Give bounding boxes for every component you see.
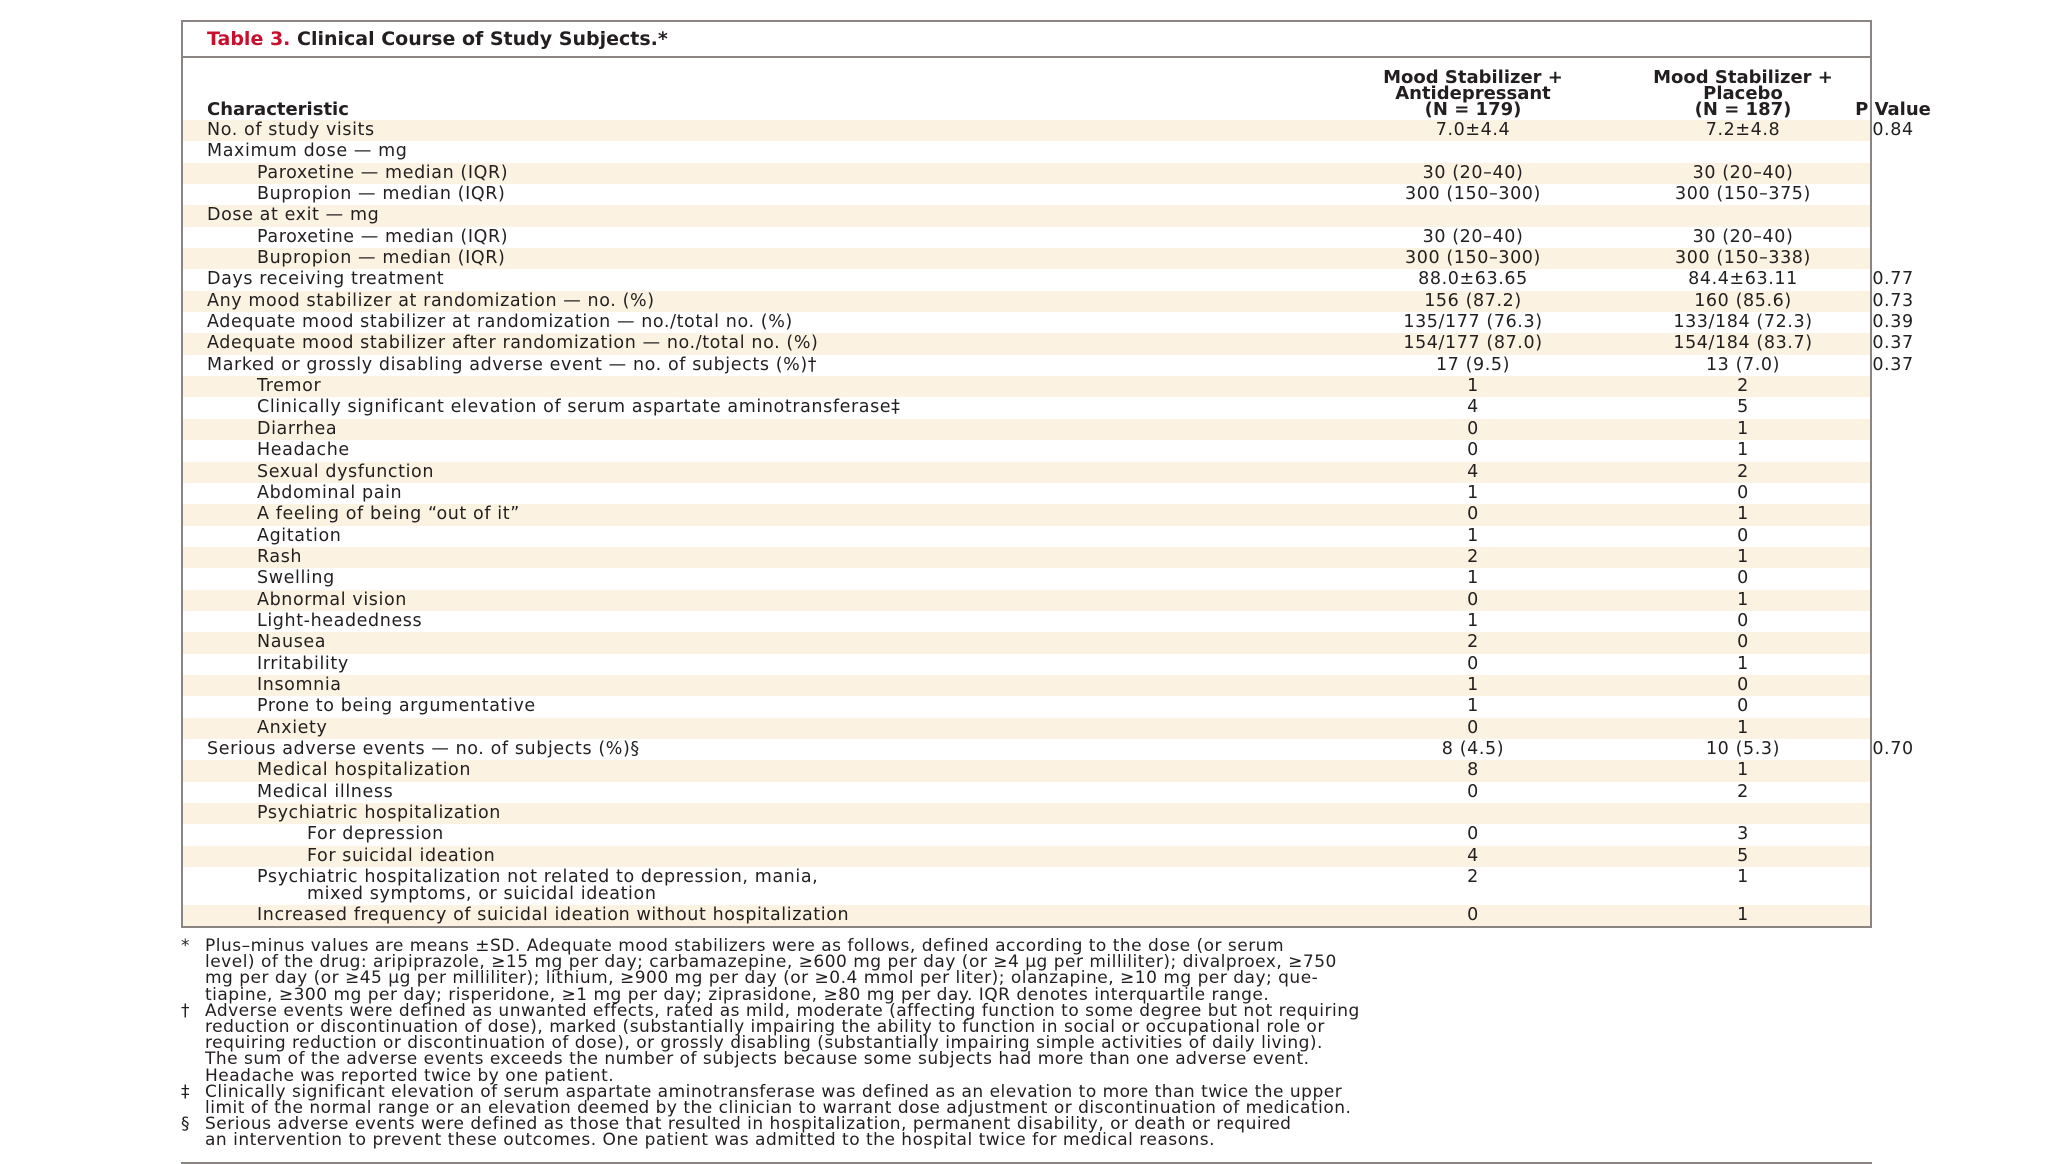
- row-label-text: Dose at exit — mg: [207, 205, 380, 226]
- row-label: [207, 205, 379, 226]
- header-group1-line3: (N = 179): [1424, 99, 1522, 120]
- cell-antidepressant: 1: [1467, 525, 1479, 546]
- table-row: [183, 163, 1870, 184]
- footnote-line: mg per day (or ≥45 μg per milliliter); lithium, ≥900 mg per day (or ≥0.4 mmol per liter); olanzapine, ≥10 mg per day; que-: [205, 968, 1319, 989]
- footnote-line: an intervention to prevent these outcomes. One patient was admitted to the hospital twice for medical reasons.: [205, 1130, 1216, 1151]
- table-row: [183, 824, 1870, 845]
- cell-antidepressant: 0: [1467, 781, 1479, 802]
- table-row: [183, 184, 1870, 205]
- table-row: [183, 867, 1870, 905]
- table-row: [183, 738, 1914, 760]
- table-row: [183, 483, 1870, 504]
- row-label-text-continued: mixed symptoms, or suicidal ideation: [307, 883, 657, 904]
- row-label: [207, 905, 849, 926]
- row-label: [207, 462, 434, 483]
- table-row: [183, 590, 1870, 611]
- cell-placebo: 10 (5.3): [1705, 738, 1781, 759]
- row-label: [207, 141, 407, 162]
- table-row: [183, 227, 1870, 248]
- footnote-line: Adverse events were defined as unwanted effects, rated as mild, moderate (affecting function to some degree but not requiring: [205, 1000, 1360, 1021]
- cell-placebo: 1: [1737, 760, 1749, 781]
- row-label-text: Any mood stabilizer at randomization — no. (%): [207, 290, 655, 311]
- cell-placebo: 1: [1737, 504, 1749, 525]
- row-label-text: Anxiety: [257, 717, 328, 738]
- row-label: [207, 718, 327, 739]
- row-label-text: Insomnia: [257, 674, 342, 695]
- table-body: [183, 120, 1914, 926]
- row-label-text: Adequate mood stabilizer after randomization — no./total no. (%): [207, 333, 819, 354]
- header-group2-line2: Placebo: [1703, 83, 1783, 104]
- cell-placebo: 1: [1737, 418, 1749, 439]
- row-label: [207, 568, 335, 589]
- row-label: [207, 611, 422, 632]
- row-label: [207, 803, 501, 824]
- table-row: [183, 782, 1870, 803]
- row-label: [207, 846, 495, 867]
- cell-placebo: 1: [1737, 653, 1749, 674]
- row-label-text: Psychiatric hospitalization: [257, 803, 501, 823]
- footnote: [181, 1081, 1876, 1119]
- table-header: [183, 58, 1931, 120]
- cell-placebo: 154/184 (83.7): [1673, 333, 1813, 354]
- cell-antidepressant: 30 (20–40): [1422, 226, 1524, 247]
- row-label-text: Swelling: [257, 568, 335, 589]
- table-row: [183, 462, 1870, 483]
- cell-placebo: 1: [1737, 867, 1749, 888]
- cell-placebo: 5: [1737, 397, 1749, 418]
- footnote: [181, 1000, 1876, 1086]
- cell-antidepressant: 2: [1467, 546, 1479, 567]
- row-label: [207, 504, 520, 525]
- row-label: [207, 760, 471, 781]
- cell-antidepressant: 0: [1467, 717, 1479, 738]
- header-group2-line1: Mood Stabilizer +: [1653, 67, 1833, 88]
- table-row: [183, 654, 1870, 675]
- row-label-text: Paroxetine — median (IQR): [257, 162, 509, 183]
- footnote-line: tiapine, ≥300 mg per day; risperidone, ≥1 mg per day; ziprasidone, ≥80 mg per day. IQR denotes interquartile range.: [205, 984, 1270, 1005]
- row-label: [207, 227, 508, 248]
- cell-placebo: 30 (20–40): [1692, 226, 1794, 247]
- cell-antidepressant: 300 (150–300): [1405, 184, 1541, 205]
- footnote-marker: †: [181, 1000, 190, 1021]
- cell-antidepressant: 30 (20–40): [1422, 162, 1524, 183]
- cell-placebo: 300 (150–375): [1675, 184, 1811, 205]
- row-label: [207, 120, 375, 141]
- row-label-text: For depression: [307, 824, 444, 845]
- row-label: [207, 184, 505, 205]
- footnote: [181, 1114, 1876, 1151]
- clinical-course-table: [181, 20, 1931, 928]
- row-label: [207, 675, 342, 696]
- footnote-marker: *: [181, 936, 190, 956]
- row-label-text: Psychiatric hospitalization not related to depression, mania,: [257, 867, 819, 888]
- row-label: [207, 654, 349, 675]
- row-label-text: Medical hospitalization: [257, 760, 472, 781]
- table-row: [183, 312, 1914, 333]
- row-label-text: Irritability: [257, 653, 349, 674]
- cell-antidepressant: 17 (9.5): [1435, 354, 1511, 375]
- row-label: [207, 526, 341, 547]
- row-label: [207, 419, 337, 440]
- cell-placebo: 160 (85.6): [1694, 290, 1792, 311]
- cell-antidepressant: 1: [1467, 674, 1479, 695]
- cell-antidepressant: 4: [1467, 845, 1479, 866]
- table-row: [183, 120, 1914, 141]
- cell-placebo: 0: [1737, 610, 1749, 631]
- cell-antidepressant: 1: [1467, 482, 1479, 503]
- table-row: [183, 504, 1870, 525]
- row-label-text: Light-headedness: [257, 610, 423, 631]
- table-row: [183, 141, 1870, 162]
- cell-p-value: 0.77: [1872, 269, 1914, 290]
- cell-antidepressant: 4: [1467, 397, 1479, 418]
- table-row: [183, 248, 1870, 269]
- row-label: [207, 333, 818, 354]
- footnote: [181, 938, 1876, 1003]
- cell-placebo: 2: [1737, 376, 1749, 397]
- table-row: [183, 675, 1870, 696]
- cell-antidepressant: 0: [1467, 504, 1479, 525]
- table-row: [183, 526, 1870, 547]
- cell-placebo: 1: [1737, 589, 1749, 610]
- table-row: [183, 718, 1870, 739]
- row-label: [207, 590, 407, 611]
- row-label-text: Adequate mood stabilizer at randomization — no./total no. (%): [207, 312, 793, 333]
- cell-antidepressant: 8 (4.5): [1441, 738, 1505, 759]
- header-group-antidepressant: [1333, 67, 1613, 120]
- row-label: [207, 547, 302, 568]
- row-label-text: For suicidal ideation: [307, 845, 496, 866]
- row-label-text: Maximum dose — mg: [207, 141, 408, 162]
- footnote-line: Plus–minus values are means ±SD. Adequate mood stabilizers were as follows, defined according to the dose (or serum: [205, 936, 1285, 956]
- table-row: [183, 632, 1870, 653]
- row-label: [207, 739, 640, 760]
- cell-antidepressant: 8: [1467, 760, 1479, 781]
- table-row: [183, 803, 1870, 824]
- row-label-text: Abnormal vision: [257, 589, 407, 610]
- cell-antidepressant: 0: [1467, 653, 1479, 674]
- cell-antidepressant: 0: [1467, 905, 1479, 926]
- cell-placebo: 1: [1737, 905, 1749, 926]
- row-label-text: Marked or grossly disabling adverse event — no. of subjects (%)†: [207, 354, 818, 375]
- cell-antidepressant: 2: [1467, 632, 1479, 653]
- cell-placebo: 0: [1737, 674, 1749, 695]
- cell-antidepressant: 0: [1467, 824, 1479, 845]
- cell-placebo: 2: [1737, 461, 1749, 482]
- row-label: [207, 269, 444, 290]
- cell-antidepressant: 7.0±4.4: [1435, 120, 1511, 140]
- cell-p-value: 0.39: [1872, 312, 1914, 333]
- table-row: [183, 905, 1870, 926]
- table-title: Clinical Course of Study Subjects.*: [297, 28, 668, 50]
- footnote-line: reduction or discontinuation of dose), marked (substantially impairing the ability to function in social or occupational role or: [205, 1017, 1325, 1038]
- table-row: [183, 376, 1870, 397]
- cell-antidepressant: 1: [1467, 376, 1479, 397]
- cell-placebo: 13 (7.0): [1705, 354, 1781, 375]
- table-row: [183, 568, 1870, 589]
- row-label: [207, 869, 818, 902]
- table-row: [183, 354, 1914, 376]
- cell-placebo: 0: [1737, 632, 1749, 653]
- row-label-text: Paroxetine — median (IQR): [257, 226, 509, 247]
- cell-p-value: 0.73: [1872, 290, 1914, 311]
- table-row: [183, 696, 1870, 717]
- cell-antidepressant: 135/177 (76.3): [1403, 312, 1543, 333]
- row-label: [207, 483, 402, 504]
- cell-placebo: 300 (150–338): [1675, 248, 1811, 269]
- table-row: [183, 205, 1870, 226]
- row-label-text: No. of study visits: [207, 120, 375, 140]
- table-row: [183, 419, 1870, 440]
- footnote-line: Headache was reported twice by one patient.: [205, 1065, 615, 1086]
- footnote-line: Clinically significant elevation of serum aspartate aminotransferase was defined as an elevation to more than twice the upper: [205, 1081, 1343, 1102]
- header-group2-line3: (N = 187): [1694, 99, 1792, 120]
- row-label: [207, 312, 793, 333]
- cell-antidepressant: 88.0±63.65: [1418, 269, 1528, 290]
- cell-placebo: 84.4±63.11: [1688, 269, 1798, 290]
- cell-placebo: 0: [1737, 696, 1749, 717]
- table-row: [183, 760, 1870, 781]
- row-label-text: A feeling of being “out of it”: [257, 504, 520, 525]
- row-label: [207, 397, 901, 418]
- row-label-text: Rash: [257, 546, 303, 567]
- cell-placebo: 0: [1737, 568, 1749, 589]
- row-label-text: Headache: [257, 440, 350, 461]
- cell-antidepressant: 1: [1467, 568, 1479, 589]
- cell-placebo: 3: [1737, 824, 1749, 845]
- cell-placebo: 5: [1737, 845, 1749, 866]
- table-row: [183, 290, 1914, 312]
- cell-placebo: 30 (20–40): [1692, 162, 1794, 183]
- footnote-line: limit of the normal range or an elevation deemed by the clinician to warrant dose adjustment or discontinuation of medication.: [205, 1098, 1352, 1119]
- cell-placebo: 7.2±4.8: [1705, 120, 1781, 140]
- cell-antidepressant: 0: [1467, 418, 1479, 439]
- cell-placebo: 0: [1737, 525, 1749, 546]
- cell-placebo: 1: [1737, 546, 1749, 567]
- footnote-line: The sum of the adverse events exceeds the number of subjects because some subjects had more than one adverse event.: [205, 1049, 1310, 1070]
- header-group1-line1: Mood Stabilizer +: [1383, 67, 1563, 88]
- cell-antidepressant: 0: [1467, 589, 1479, 610]
- row-label-text: Bupropion — median (IQR): [257, 248, 506, 269]
- header-p-value: P Value: [1855, 99, 1931, 120]
- table-row: [183, 440, 1870, 461]
- cell-p-value: 0.37: [1872, 333, 1914, 354]
- cell-placebo: 133/184 (72.3): [1673, 312, 1813, 333]
- footnote-marker: ‡: [181, 1081, 190, 1102]
- row-label-text: Tremor: [257, 376, 322, 397]
- table-footnotes: [181, 938, 1876, 1149]
- header-group1-line2: Antidepressant: [1395, 83, 1551, 104]
- cell-placebo: 1: [1737, 440, 1749, 461]
- row-label: [207, 291, 655, 312]
- cell-antidepressant: 154/177 (87.0): [1403, 333, 1543, 354]
- row-label-text: Nausea: [257, 632, 327, 653]
- row-label-text: Clinically significant elevation of serum aspartate aminotransferase‡: [257, 397, 901, 418]
- cell-antidepressant: 156 (87.2): [1424, 290, 1522, 311]
- row-label: [207, 632, 326, 653]
- table-row: [183, 611, 1870, 632]
- footnote-line: requiring reduction or discontinuation of dose), or grossly disabling (substantially impairing simple activities of daily living).: [205, 1033, 1323, 1054]
- table-row: [183, 846, 1870, 867]
- row-label-text: Days receiving treatment: [207, 269, 445, 290]
- row-label-text: Increased frequency of suicidal ideation without hospitalization: [257, 905, 850, 926]
- row-label-text: Serious adverse events — no. of subjects (%)§: [207, 738, 640, 759]
- cell-antidepressant: 2: [1467, 867, 1479, 888]
- table-row: [183, 269, 1914, 290]
- row-label: [207, 163, 508, 184]
- row-label-text: Agitation: [257, 525, 342, 546]
- cell-p-value: 0.37: [1872, 354, 1914, 375]
- row-label-text: Diarrhea: [257, 418, 338, 439]
- footnote-marker: §: [181, 1114, 190, 1135]
- cell-antidepressant: 300 (150–300): [1405, 248, 1541, 269]
- header-characteristic: Characteristic: [207, 99, 349, 120]
- row-label: [207, 355, 817, 376]
- footnote-line: level) of the drug: aripiprazole, ≥15 mg per day; carbamazepine, ≥600 mg per day (or ≥4 μg per milliliter); divalproex, ≥750: [205, 952, 1337, 973]
- cell-antidepressant: 1: [1467, 610, 1479, 631]
- cell-placebo: 1: [1737, 717, 1749, 738]
- row-label-text: Prone to being argumentative: [257, 696, 536, 717]
- row-label-text: Abdominal pain: [257, 482, 403, 503]
- cell-p-value: 0.70: [1872, 738, 1914, 759]
- row-label: [207, 440, 350, 461]
- cell-p-value: 0.84: [1872, 120, 1914, 140]
- footnote-line: Serious adverse events were defined as those that resulted in hospitalization, permanent disability, or death or required: [205, 1114, 1292, 1135]
- cell-antidepressant: 1: [1467, 696, 1479, 717]
- row-label-text: Medical illness: [257, 781, 394, 802]
- row-label: [207, 696, 536, 717]
- row-label: [207, 376, 321, 397]
- table-row: [183, 547, 1870, 568]
- table-title-bar: [183, 22, 1870, 58]
- cell-antidepressant: 0: [1467, 440, 1479, 461]
- row-label: [207, 824, 444, 845]
- row-label-text: Bupropion — median (IQR): [257, 184, 506, 205]
- row-label: [207, 782, 393, 803]
- row-label: [207, 248, 505, 269]
- table-row: [183, 397, 1870, 418]
- table-label: Table 3.: [207, 28, 291, 50]
- cell-placebo: 0: [1737, 482, 1749, 503]
- table-row: [183, 333, 1914, 354]
- row-label-text: Sexual dysfunction: [257, 461, 435, 482]
- cell-placebo: 2: [1737, 781, 1749, 802]
- cell-antidepressant: 4: [1467, 461, 1479, 482]
